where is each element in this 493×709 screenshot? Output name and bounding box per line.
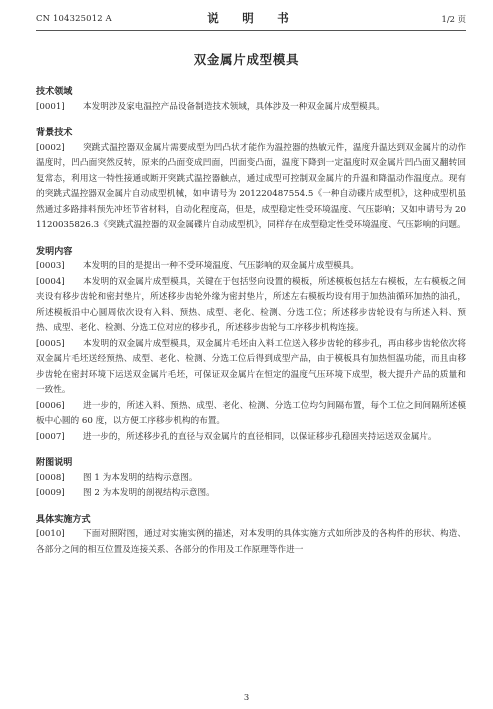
paragraph [36,100,466,116]
section-heading-embodiment: 具体实施方式 [36,513,91,525]
paragraph-text: 图 1 为本发明的结构示意图。 [83,472,198,483]
paragraph-number: [0010] [36,529,65,539]
page-indicator: 1/2 页 [441,14,466,24]
section-heading-tech-field: 技术领域 [36,86,73,97]
section-heading-background: 背景技术 [36,127,73,138]
paragraph-text: 本发明的目的是提出一种不受环境温度、气压影响的双金属片成型模具。 [83,261,360,271]
paragraph-number: [0002] [36,142,65,153]
paragraph-number: [0003] [36,261,65,271]
section-heading-drawings: 附图说明 [36,457,73,468]
paragraph-number: [0004] [36,276,65,287]
paragraph-text: 本发明的双金属片成型模具，关键在于包括竖向设置的模板，所述模板包括左右模板，左右模板之间夹设有移步齿轮和密封垫片，所述移步齿轮外缘为密封垫片，所述左右模板均设有用于加热油循环加热的油孔，所述模板沿中心圆周依次设有入料、预热、成型、老化、检测、分选工位；所述移步齿轮设有与所述入料、预热、成型、老化、检测、分选工位对应的移步孔，所述移步齿轮与工序移步机构连接。 [36,276,466,333]
paragraph [36,259,466,275]
paragraph-number: [0006] [36,400,65,411]
paragraph-number: [0008] [36,472,65,483]
page-number: 3 [243,692,250,702]
header-divider [36,30,466,31]
paragraph [36,337,466,399]
paragraph [36,399,466,430]
document-title: 双金属片成型模具 [193,52,300,67]
paragraph-text: 进一步的，所述入料、预热、成型、老化、检测、分选工位均匀间隔布置，每个工位之间间隔所述模板中心圆的 60 度，以方便工序移步机构的布置。 [36,400,466,426]
paragraph-number: [0007] [36,431,65,442]
paragraph [36,527,466,558]
paragraph-text: 图 2 为本发明的剖视结构示意图。 [83,488,215,498]
paragraph [36,471,466,487]
paragraph-text: 本发明的双金属片成型模具，双金属片毛坯由入料工位送入移步齿轮的移步孔，再由移步齿轮依次将双金属片毛坯送经预热、成型、老化、检测、分选工位后得到成型产品，由于模板具有加热恒温功能，而且由移步齿轮在密封环境下运送双金属片毛坯，可保证双金属片在恒定的温度气压环境下成型，极大提升产品的质量和一致性。 [36,338,466,395]
document-body [36,84,466,558]
paragraph-number: [0009] [36,488,65,498]
section-heading-summary: 发明内容 [36,245,73,257]
paragraph [36,275,466,337]
paragraph-number: [0001] [36,101,65,112]
paragraph-text: 本发明涉及家电温控产品设备制造技术领域，具体涉及一种双金属片成型模具。 [83,101,385,112]
doc-type-label: 说 明 书 [207,11,295,25]
paragraph [36,486,466,502]
patent-number: CN 104325012 A [36,13,112,23]
paragraph-number: [0005] [36,338,65,349]
paragraph [36,141,466,234]
paragraph-text: 进一步的，所述移步孔的直径与双金属片的直径相同，以保证移步孔稳固夹持运送双金属片。 [83,431,437,442]
paragraph-text: 下面对照附图，通过对实施实例的描述，对本发明的具体实施方式如所涉及的各构件的形状、构造、各部分之间的相互位置及连接关系、各部分的作用及工作原理等作进一 [36,529,466,555]
paragraph [36,430,466,446]
paragraph-text: 突跳式温控器双金属片需要成型为凹凸状才能作为温控器的热敏元件，温度升温达到双金属片的动作温度时，凹凸面突然反转，原来的凸面变成凹面，凹面变凸面，温度下降到一定温度时双金属片凹凸面又翻转回复常态，利用这一特性接通或断开突跳式温控器触点，通过成型可控制双金属片的升温和降温动作温度点。现有的突跳式温控器双金属片自动成型机械，如申请号为 201220487554.5《一种自动碟片成型机》，这种成型机虽然通过多路排料预先冲坯节省材料，自动化程度高，但是，成型稳定性受环境温度、气压影响；又如申请号为 201120035826.3《突跳式温控器的双金属碟片自动成型机》，同样存在成型稳定性受环境温度、气压影响的问题。 [36,142,466,230]
page-header [36,10,466,28]
